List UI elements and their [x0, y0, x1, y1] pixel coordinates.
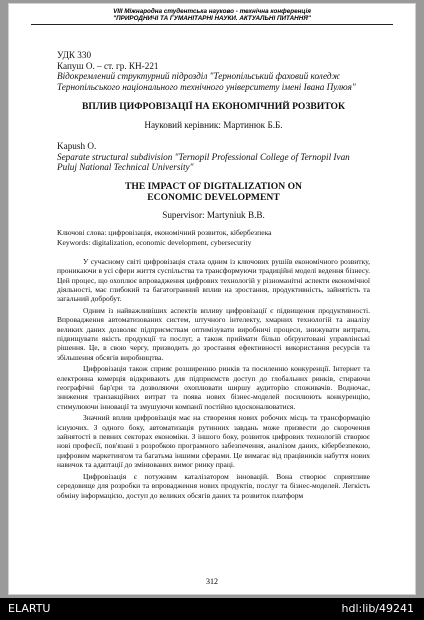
article-content: [57, 50, 370, 500]
conference-header: [31, 8, 393, 25]
author-en: Kapush O.: [57, 140, 97, 151]
keywords-ua: Ключові слова: цифровізація, економічний розвиток, кібербезпека: [57, 228, 272, 238]
title-ua: ВПЛИВ ЦИФРОВІЗАЦІЇ НА ЕКОНОМІЧНИЙ РОЗВИТОК: [82, 101, 345, 113]
udc-code: УДК 330: [57, 50, 92, 60]
supervisor-ua: Науковий керівник: Мартинюк Б.Б.: [144, 120, 283, 131]
author-ua: Капуш О. – ст. гр. КН-221: [57, 60, 159, 71]
body-paragraph: Цифровізація є потужним каталізатором інновацій. Вона створює сприятливе середовище для розробки та впровадження нових продуктів, послуг та бізнес-моделей. Легкість обміну інформацією, доступ до великих обсягів даних та розвиток платформ: [57, 471, 370, 500]
document-page: [8, 3, 416, 595]
affiliation-en: Separate structural subdivision "Ternopil Professional College of Ternopil Ivan Puluj National Technical University": [57, 151, 350, 173]
conference-header-line2: "ПРИРОДНИЧІ ТА ГУМАНІТАРНІ НАУКИ. АКТУАЛЬНІ ПИТАННЯ": [113, 15, 311, 23]
affiliation-ua: Відокремлений структурний підрозділ "Тернопільський фаховий коледж Тернопільського національного технічного університету імені Івана Пулюя": [57, 71, 356, 92]
supervisor-en: Supervisor: Martyniuk B.B.: [162, 209, 265, 220]
keywords-en: Keywords: digitalization, economic development, cybersecurity: [57, 237, 252, 247]
title-en: THE IMPACT OF DIGITALIZATION ON ECONOMIC DEVELOPMENT: [125, 180, 302, 203]
article-body: [57, 257, 370, 500]
repository-name[interactable]: ELARTU: [8, 602, 51, 615]
handle-identifier[interactable]: hdl:lib/49241: [341, 602, 414, 615]
body-paragraph: Цифровізація також сприяє розширенню ринків та посиленню конкуренції. Інтернет та електронна комерція відкривають для підприємств доступ до глобальних ринків, стираючи географічні бар'єри та дозволяючи охоплювати ширшу аудиторію споживачів. Водночас, зниження транзакційних витрат та поява нових бізнес-моделей посилюють конкуренцію, стимулюючи інновації та змушуючи компанії постійно вдосконалюватися.: [57, 364, 370, 411]
body-paragraph: Одним із найважливіших аспектів впливу цифровізації є підвищення продуктивності. Впровадження автоматизованих систем, штучного інтелекту, хмарних технологій та аналізу великих даних дозволяє підприємствам оптимізувати виробничі процеси, знижувати витрати, підвищувати якість продукції та послуг, а також приймати більш обґрунтовані управлінські рішення. Це, в свою чергу, призводить до зростання ефективності використання ресурсів та збільшення обсягів виробництва.: [57, 305, 370, 362]
repository-footer: [0, 598, 424, 620]
body-paragraph: У сучасному світі цифровізація стала одним із ключових рушіїв економічного розвитку, проникаючи в усі сфери життя суспільства та трансформуючи традиційні моделі ведення бізнесу. Цей процес, що охоплює впровадження цифрових технологій у різноманітні аспекти економічної діяльності, має глибокий та багатогранний вплив на зростання, продуктивність, зайнятість та загальний добробут.: [57, 256, 370, 304]
page-number: 312: [206, 577, 218, 586]
conference-header-line1: VIII Міжнародна студентська науково - технічна конференція: [113, 8, 311, 15]
body-paragraph: Значний вплив цифровізація має на створення нових робочих місць та трансформацію існуючих. З одного боку, автоматизація рутинних завдань може призвести до скорочення зайнятості в певних секторах економіки. З іншого боку, розвиток цифрових технологій створює нові професії, пов'язані з розробкою програмного забезпечення, аналізом даних, кібербезпекою, цифровим маркетингом та багатьма іншими сферами. Це вимагає від працівників набуття нових навичок та адаптації до змінюваних вимог ринку праці.: [57, 413, 370, 470]
